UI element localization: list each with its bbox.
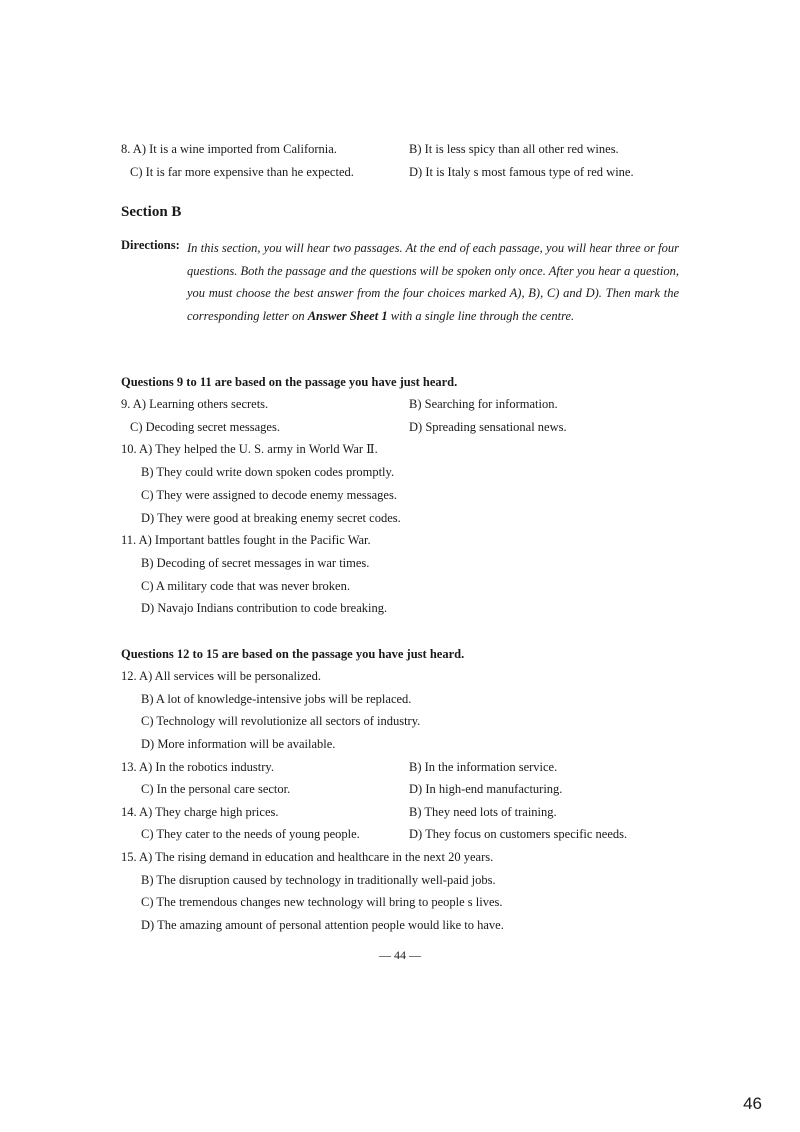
q11-option-d: D) Navajo Indians contribution to code breaking.: [141, 601, 388, 615]
q10-option-d: D) They were good at breaking enemy secret codes.: [141, 511, 401, 525]
q12-option-d: D) More information will be available.: [141, 737, 336, 751]
q14-option-d: D) They focus on customers specific needs.: [409, 827, 628, 841]
directions-text-part2: with a single line through the centre.: [387, 308, 575, 323]
q14-option-c: C) They cater to the needs of young people.: [141, 827, 360, 841]
directions-label: Directions:: [121, 238, 180, 252]
section-title: Section B: [121, 204, 182, 220]
q12-option-b: B) A lot of knowledge-intensive jobs will be replaced.: [141, 692, 412, 706]
q10-option-b: B) They could write down spoken codes promptly.: [141, 465, 395, 479]
q11-option-c: C) A military code that was never broken.: [141, 579, 350, 593]
q12-option-a: 12. A) All services will be personalized.: [121, 669, 321, 683]
directions-text: [187, 237, 679, 327]
q9-option-b: B) Searching for information.: [409, 397, 558, 411]
q12-option-c: C) Technology will revolutionize all sectors of industry.: [141, 714, 421, 728]
q15-option-a: 15. A) The rising demand in education and healthcare in the next 20 years.: [121, 850, 494, 864]
q13-option-d: D) In high-end manufacturing.: [409, 782, 563, 796]
directions-text-part1: In this section, you will hear two passages. At the end of each passage, you will hear three or four questions. Both the passage and the questions will be spoken only once. After you hear a question, you must choose the best answer from the four choices marked A), B), C) and D). Then mark the corresponding letter on: [187, 241, 679, 323]
q8-option-a: 8. A) It is a wine imported from California.: [121, 142, 337, 156]
q14-option-a: 14. A) They charge high prices.: [121, 805, 279, 819]
q10-option-c: C) They were assigned to decode enemy messages.: [141, 488, 397, 502]
q9-option-a: 9. A) Learning others secrets.: [121, 397, 269, 411]
q13-option-b: B) In the information service.: [409, 760, 558, 774]
q15-option-b: B) The disruption caused by technology in traditionally well-paid jobs.: [141, 873, 496, 887]
q9-option-d: D) Spreading sensational news.: [409, 420, 567, 434]
answer-sheet-label: Answer Sheet 1: [307, 308, 388, 323]
q8-option-d: D) It is Italy s most famous type of red wine.: [409, 165, 634, 179]
q14-option-b: B) They need lots of training.: [409, 805, 557, 819]
group2-header: Questions 12 to 15 are based on the passage you have just heard.: [121, 647, 465, 661]
q8-option-b: B) It is less spicy than all other red wines.: [409, 142, 619, 156]
q11-option-a: 11. A) Important battles fought in the Pacific War.: [121, 533, 371, 547]
q15-option-c: C) The tremendous changes new technology will bring to people s lives.: [141, 895, 503, 909]
q13-option-a: 13. A) In the robotics industry.: [121, 760, 274, 774]
q10-option-a: 10. A) They helped the U. S. army in World War Ⅱ.: [121, 442, 378, 456]
q11-option-b: B) Decoding of secret messages in war times.: [141, 556, 370, 570]
group1-header: Questions 9 to 11 are based on the passage you have just heard.: [121, 375, 458, 389]
q15-option-d: D) The amazing amount of personal attention people would like to have.: [141, 918, 504, 932]
q8-option-c: C) It is far more expensive than he expected.: [130, 165, 354, 179]
corner-page-number: 46: [743, 1094, 762, 1113]
page-number: — 44 —: [379, 948, 421, 962]
q9-option-c: C) Decoding secret messages.: [130, 420, 280, 434]
q13-option-c: C) In the personal care sector.: [141, 782, 291, 796]
